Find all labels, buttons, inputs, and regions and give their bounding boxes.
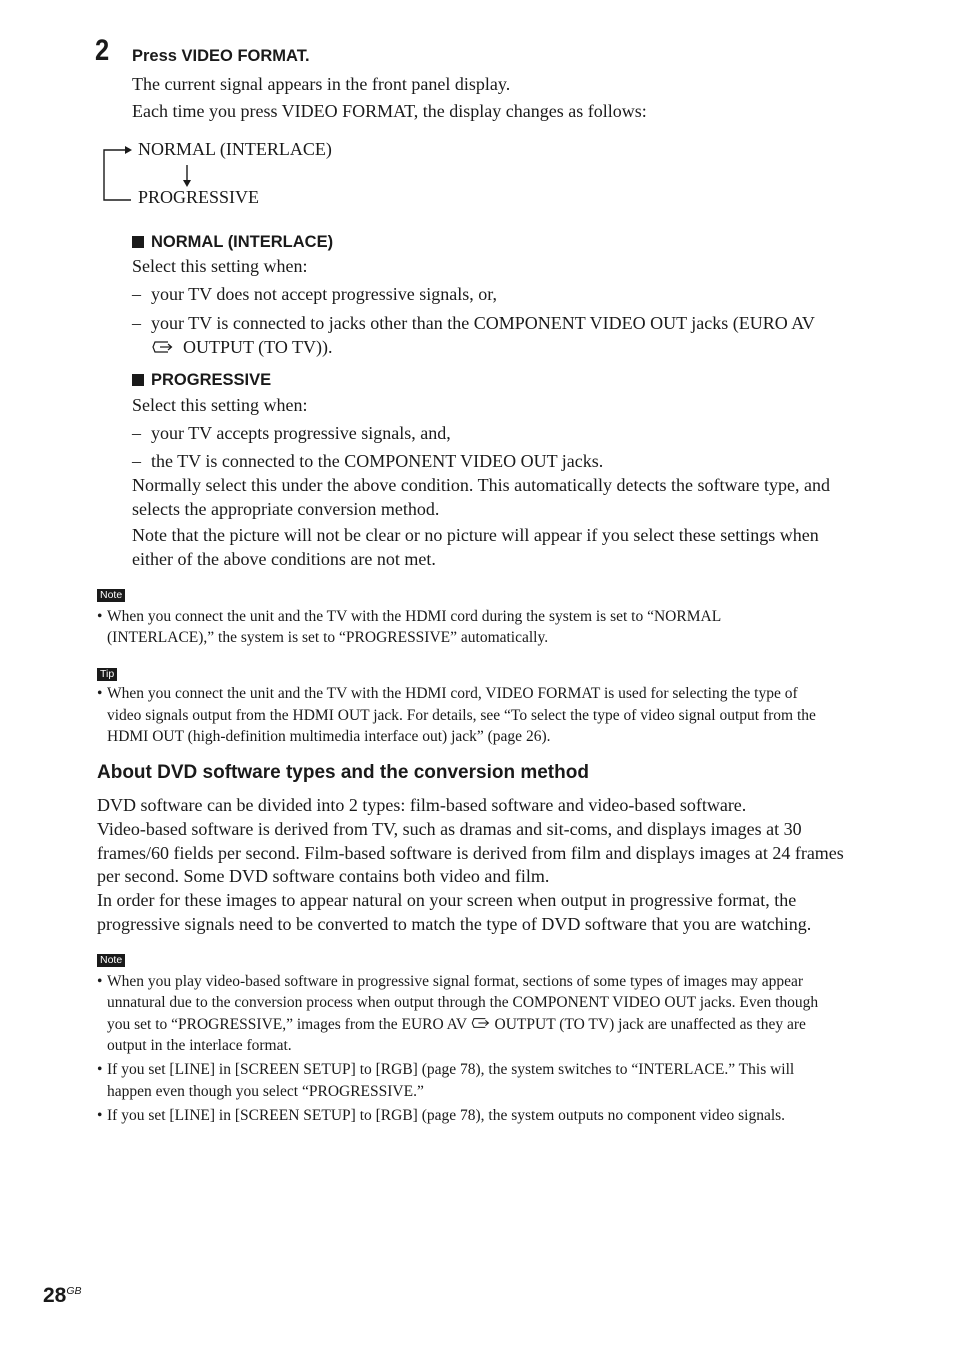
note-2-item-1-line-1: When you play video-based software in progressive signal format, sections of some types of images may appear <box>107 973 804 990</box>
note-2-item-2-line-2: happen even though you select “PROGRESSIVE.” <box>107 1083 424 1100</box>
step-number: 2 <box>95 34 110 67</box>
progressive-para-2-line-1: Note that the picture will not be clear or no picture will appear if you select these settings when <box>132 525 819 545</box>
note-2-item-1-line-2: unnatural due to the conversion process when output through the COMPONENT VIDEO OUT jacks. Even though <box>107 994 819 1011</box>
progressive-dash-2: – <box>132 451 141 471</box>
about-line-4: per second. Some DVD software contains both video and film. <box>97 866 550 886</box>
progressive-bullet-1: your TV accepts progressive signals, and, <box>151 423 451 443</box>
normal-interlace-heading: NORMAL (INTERLACE) <box>132 233 333 252</box>
note-2-item-1-line-3: you set to “PROGRESSIVE,” images from the EURO AV OUTPUT (TO TV) jack are unaffected as they are <box>107 1016 806 1033</box>
cycle-normal-label: NORMAL (INTERLACE) <box>138 139 332 159</box>
normal-intro: Select this setting when: <box>132 256 308 276</box>
note-2-item-3: If you set [LINE] in [SCREEN SETUP] to [RGB] (page 78), the system outputs no component video signals. <box>107 1107 786 1124</box>
euro-av-output-icon <box>471 1016 491 1030</box>
step-line-2: Each time you press VIDEO FORMAT, the display changes as follows: <box>132 101 647 121</box>
section-heading: About DVD software types and the conversion method <box>97 762 589 783</box>
tip-line-1: When you connect the unit and the TV with the HDMI cord, VIDEO FORMAT is used for selecting the type of <box>107 685 798 702</box>
tip-bullet: • <box>97 685 103 702</box>
about-line-2: Video-based software is derived from TV, such as dramas and sit-coms, and displays images at 30 <box>97 819 802 839</box>
progressive-para-1-line-2: selects the appropriate conversion method. <box>132 499 440 519</box>
about-line-6: progressive signals need to be converted to match the type of DVD software that you are watching. <box>97 914 812 934</box>
cycle-progressive-label: PROGRESSIVE <box>138 187 260 207</box>
euro-av-output-icon <box>152 339 174 355</box>
normal-dash-2: – <box>132 313 141 333</box>
progressive-intro: Select this setting when: <box>132 395 308 415</box>
step-line-1: The current signal appears in the front panel display. <box>132 74 511 94</box>
about-line-3: frames/60 fields per second. Film-based software is derived from film and displays images at 24 frames <box>97 843 844 863</box>
tip-badge: Tip <box>97 668 117 681</box>
note-badge: Note <box>97 589 125 602</box>
square-bullet-icon <box>132 374 144 386</box>
normal-bullet-1: your TV does not accept progressive signals, or, <box>151 284 498 304</box>
note-2-bullet-1: • <box>97 973 103 990</box>
note-2-item-1-line-4: output in the interlace format. <box>107 1037 292 1054</box>
about-line-5: In order for these images to appear natural on your screen when output in progressive format, the <box>97 890 797 910</box>
normal-bullet-2-line-1: your TV is connected to jacks other than the COMPONENT VIDEO OUT jacks (EURO AV <box>151 313 815 333</box>
normal-bullet-2-line-2: OUTPUT (TO TV)). <box>183 337 333 357</box>
note-1-line-1: When you connect the unit and the TV with the HDMI cord during the system is set to “NORMAL <box>107 608 722 625</box>
progressive-heading: PROGRESSIVE <box>132 371 271 390</box>
normal-dash-1: – <box>132 284 141 304</box>
progressive-para-2-line-2: either of the above conditions are not met. <box>132 549 436 569</box>
tip-line-3: HDMI OUT (high-definition multimedia interface out) jack” (page 26). <box>107 728 551 745</box>
note-2-item-2-line-1: If you set [LINE] in [SCREEN SETUP] to [RGB] (page 78), the system switches to “INTERLACE.” This will <box>107 1061 795 1078</box>
square-bullet-icon <box>132 236 144 248</box>
note-2-bullet-3: • <box>97 1107 103 1124</box>
page-number: $28^{GB}$ <box>43 1284 82 1307</box>
note-1-bullet: • <box>97 608 103 625</box>
note-1-line-2: (INTERLACE),” the system is set to “PROGRESSIVE” automatically. <box>107 629 549 646</box>
note-badge: Note <box>97 954 125 967</box>
step-title: Press VIDEO FORMAT. <box>132 47 310 65</box>
about-line-1: DVD software can be divided into 2 types: film-based software and video-based software. <box>97 795 747 815</box>
progressive-bullet-2: the TV is connected to the COMPONENT VIDEO OUT jacks. <box>151 451 604 471</box>
progressive-para-1-line-1: Normally select this under the above condition. This automatically detects the software type, and <box>132 475 830 495</box>
progressive-dash-1: – <box>132 423 141 443</box>
tip-line-2: video signals output from the HDMI OUT jack. For details, see “To select the type of video signal output from the <box>107 707 816 724</box>
note-2-bullet-2: • <box>97 1061 103 1078</box>
